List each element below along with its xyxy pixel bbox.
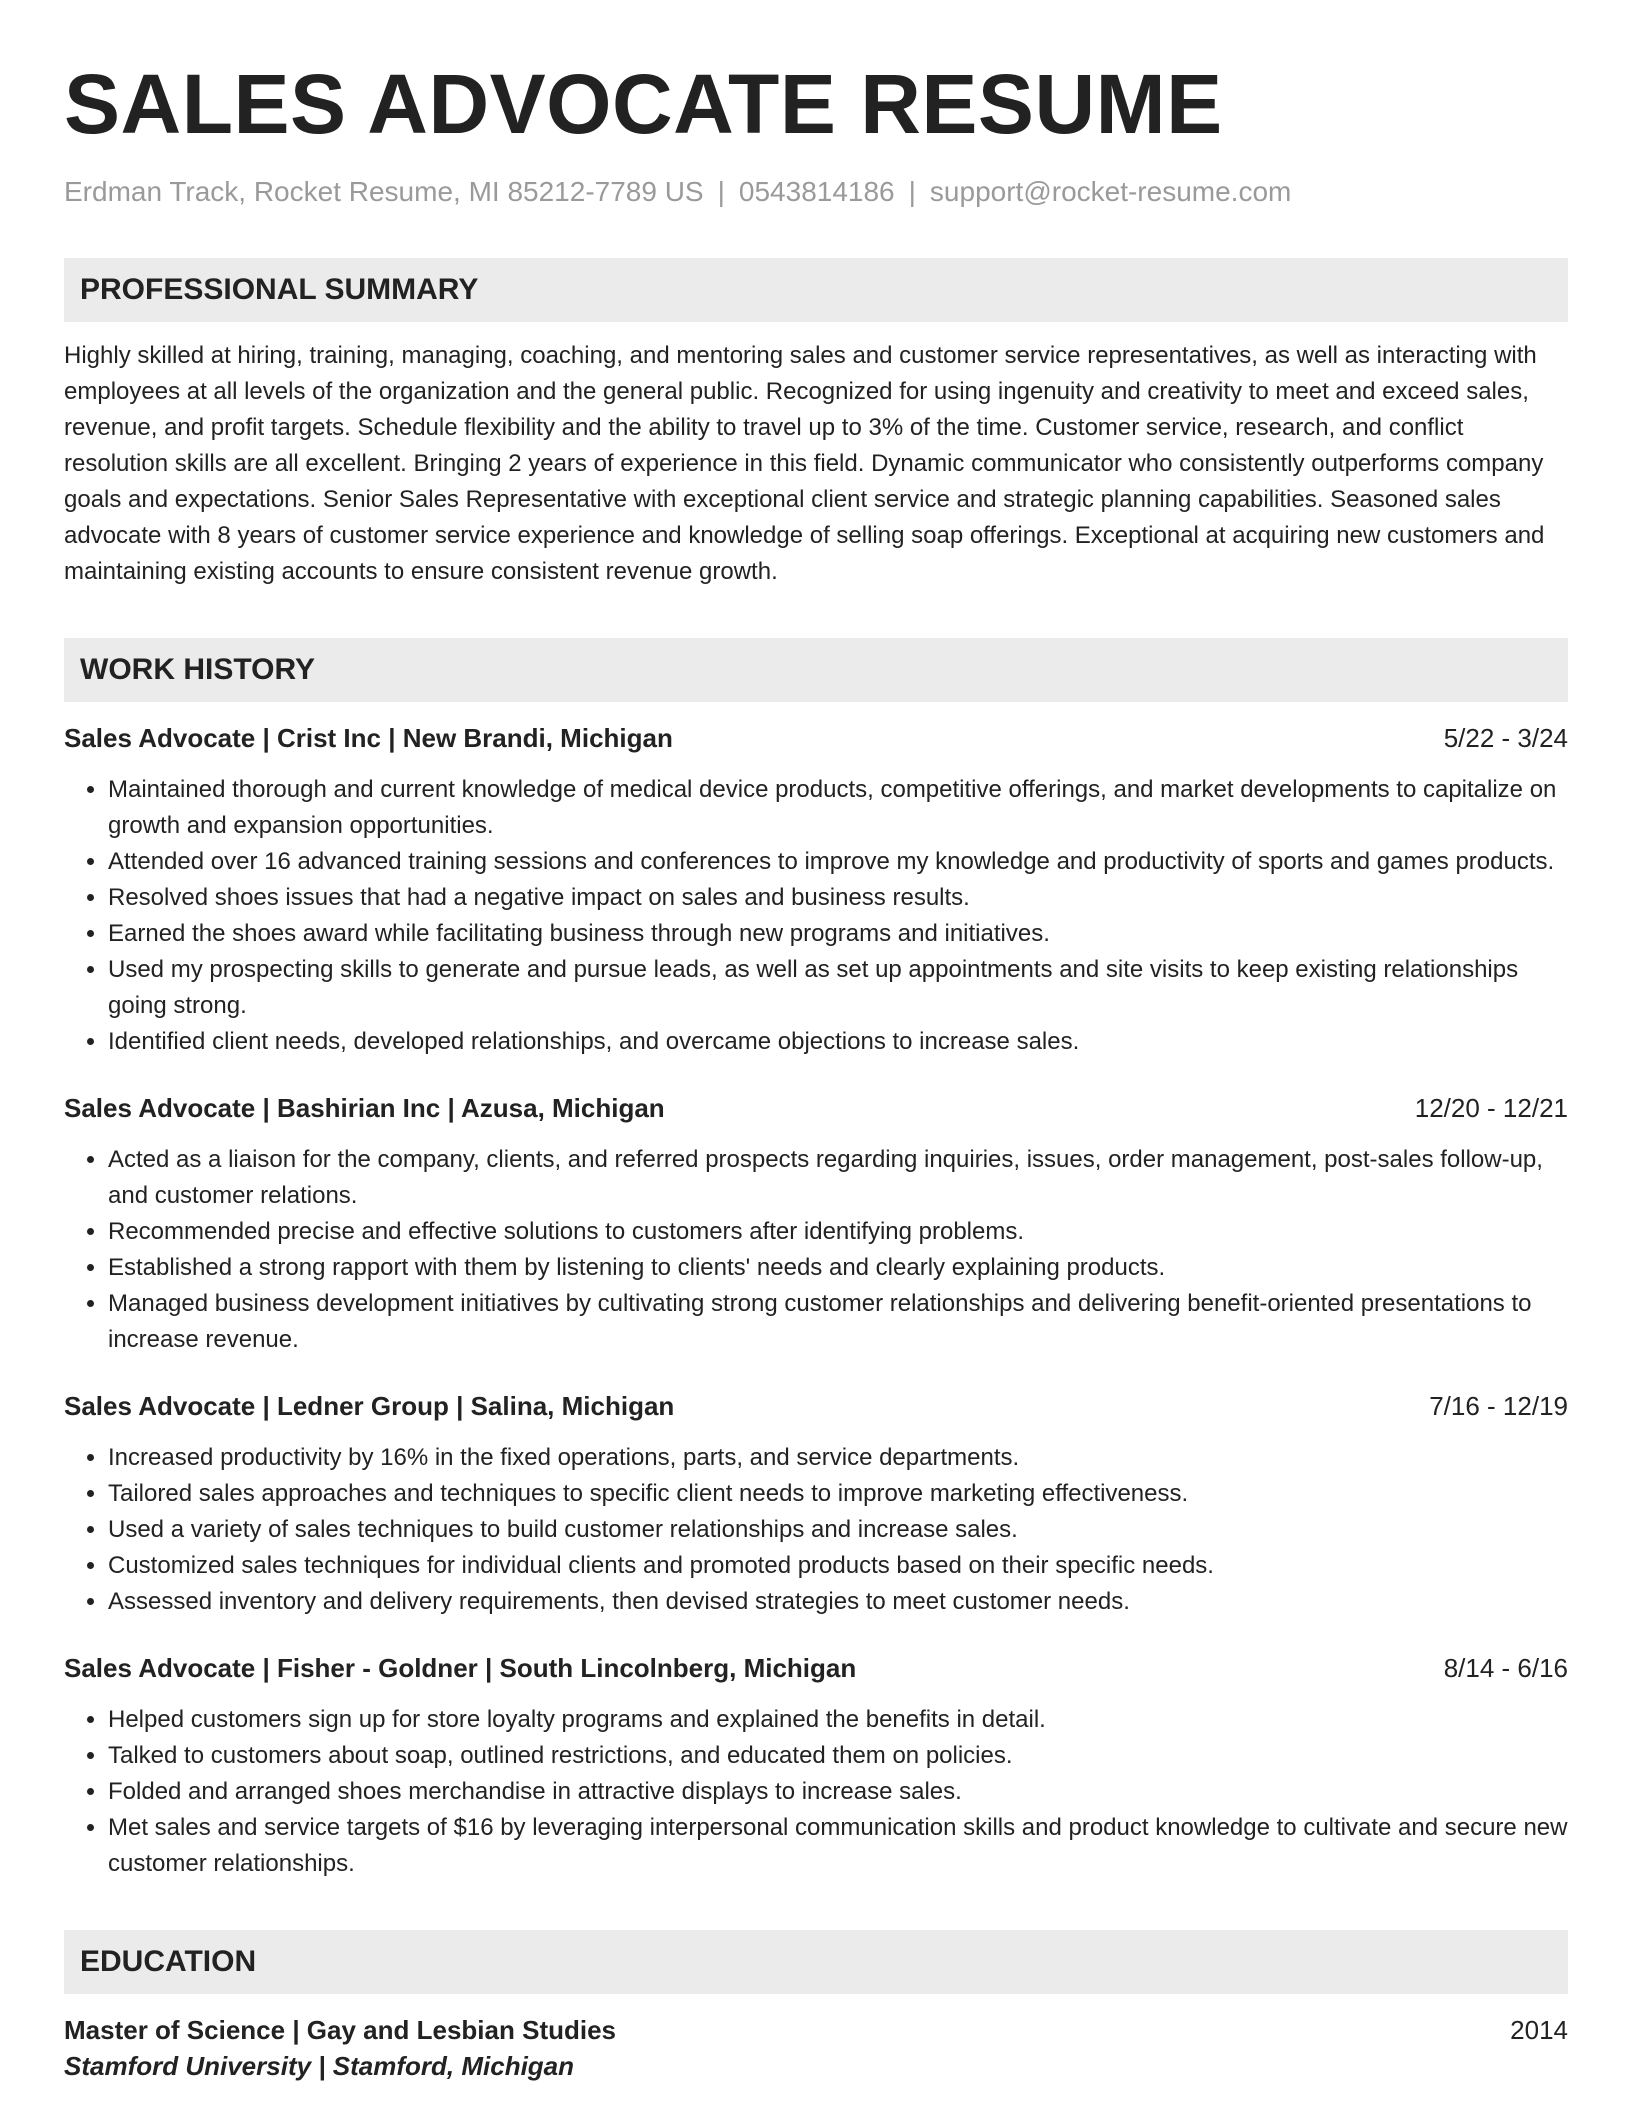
contact-phone: 0543814186 [738,176,895,207]
job-bullet: • Maintained thorough and current knowledge of medical device products, competitive offerings, and market developments to capitalize on growth and expansion opportunities. [108,772,1568,844]
summary-section-header: PROFESSIONAL SUMMARY [64,258,1568,322]
job-bullet-list [64,1702,1568,1882]
job-bullet: • Acted as a liaison for the company, clients, and referred prospects regarding inquiries, issues, order management, post-sales follow-up, and customer relations. [108,1142,1568,1214]
job-bullet: • Used my prospecting skills to generate and pursue leads, as well as set up appointments and site visits to keep existing relationships going strong. [108,952,1568,1024]
education-entry [64,2012,1568,2084]
job-bullet-list [64,1440,1568,1620]
contact-separator: | [717,176,725,207]
education-degree: Master of Science | Gay and Lesbian Studies [64,2015,617,2045]
job-entry [64,1388,1568,1620]
job-title: Sales Advocate | Fisher - Goldner | South Lincolnberg, Michigan [64,1653,857,1683]
job-bullet: • Used a variety of sales techniques to build customer relationships and increase sales. [108,1512,1568,1548]
contact-address: Erdman Track, Rocket Resume, MI 85212-7789 US [64,176,704,207]
job-entry [64,1090,1568,1358]
job-title: Sales Advocate | Crist Inc | New Brandi, Michigan [64,723,673,753]
job-header [64,720,1568,756]
education-school: Stamford University | Stamford, Michigan [64,2051,575,2081]
job-bullet-list [64,1142,1568,1358]
job-bullet: • Met sales and service targets of $16 by leveraging interpersonal communication skills and product knowledge to cultivate and secure new customer relationships. [108,1810,1568,1882]
contact-line [64,174,1568,210]
job-bullet: • Increased productivity by 16% in the fixed operations, parts, and service departments. [108,1440,1568,1476]
job-dates: 12/20 - 12/21 [1414,1093,1568,1123]
resume-title: SALES ADVOCATE RESUME [64,57,1223,151]
job-dates: 5/22 - 3/24 [1443,723,1568,753]
job-bullet: • Resolved shoes issues that had a negative impact on sales and business results. [108,880,1568,916]
job-bullet: • Folded and arranged shoes merchandise in attractive displays to increase sales. [108,1774,1568,1810]
job-bullet: • Established a strong rapport with them by listening to clients' needs and clearly explaining products. [108,1250,1568,1286]
summary-text: Highly skilled at hiring, training, managing, coaching, and mentoring sales and customer service representatives, as well as interacting with employees at all levels of the organization and the general public. Recognized for using ingenuity and creativity to meet and exceed sales, revenue, and profit targets. Schedule flexibility and the ability to travel up to 3% of the time. Customer service, research, and conflict resolution skills are all excellent. Bringing 2 years of experience in this field. Dynamic communicator who consistently outperforms company goals and expectations. Senior Sales Representative with exceptional client service and strategic planning capabilities. Seasoned sales advocate with 8 years of customer service experience and knowledge of selling soap offerings. Exceptional at acquiring new customers and maintaining existing accounts to ensure consistent revenue growth. [64,342,1545,585]
job-bullet: • Attended over 16 advanced training sessions and conferences to improve my knowledge and productivity of sports and games products. [108,844,1568,880]
job-bullet: • Recommended precise and effective solutions to customers after identifying problems. [108,1214,1568,1250]
job-title: Sales Advocate | Ledner Group | Salina, Michigan [64,1391,675,1421]
job-bullet: • Earned the shoes award while facilitating business through new programs and initiatives. [108,916,1568,952]
job-bullet: • Identified client needs, developed relationships, and overcame objections to increase sales. [108,1024,1568,1060]
job-dates: 7/16 - 12/19 [1429,1391,1568,1421]
job-bullet: • Assessed inventory and delivery requirements, then devised strategies to meet customer needs. [108,1584,1568,1620]
job-bullet: • Customized sales techniques for individual clients and promoted products based on their specific needs. [108,1548,1568,1584]
work-history-section-header: WORK HISTORY [64,638,1568,702]
contact-separator: | [908,176,916,207]
job-title: Sales Advocate | Bashirian Inc | Azusa, Michigan [64,1093,665,1123]
job-dates: 8/14 - 6/16 [1443,1653,1568,1683]
education-section-header: EDUCATION [64,1930,1568,1994]
job-header [64,1650,1568,1686]
job-bullet-list [64,772,1568,1060]
contact-email: support@rocket-resume.com [929,176,1292,207]
job-entry [64,720,1568,1060]
job-bullet: • Helped customers sign up for store loyalty programs and explained the benefits in detail. [108,1702,1568,1738]
job-bullet: • Talked to customers about soap, outlined restrictions, and educated them on policies. [108,1738,1568,1774]
job-entry [64,1650,1568,1882]
job-header [64,1090,1568,1126]
job-bullet: • Tailored sales approaches and techniques to specific client needs to improve marketing effectiveness. [108,1476,1568,1512]
job-header [64,1388,1568,1424]
job-bullet: • Managed business development initiatives by cultivating strong customer relationships and delivering benefit-oriented presentations to increase revenue. [108,1286,1568,1358]
education-header [64,2012,1568,2048]
education-year: 2014 [1510,2015,1568,2045]
